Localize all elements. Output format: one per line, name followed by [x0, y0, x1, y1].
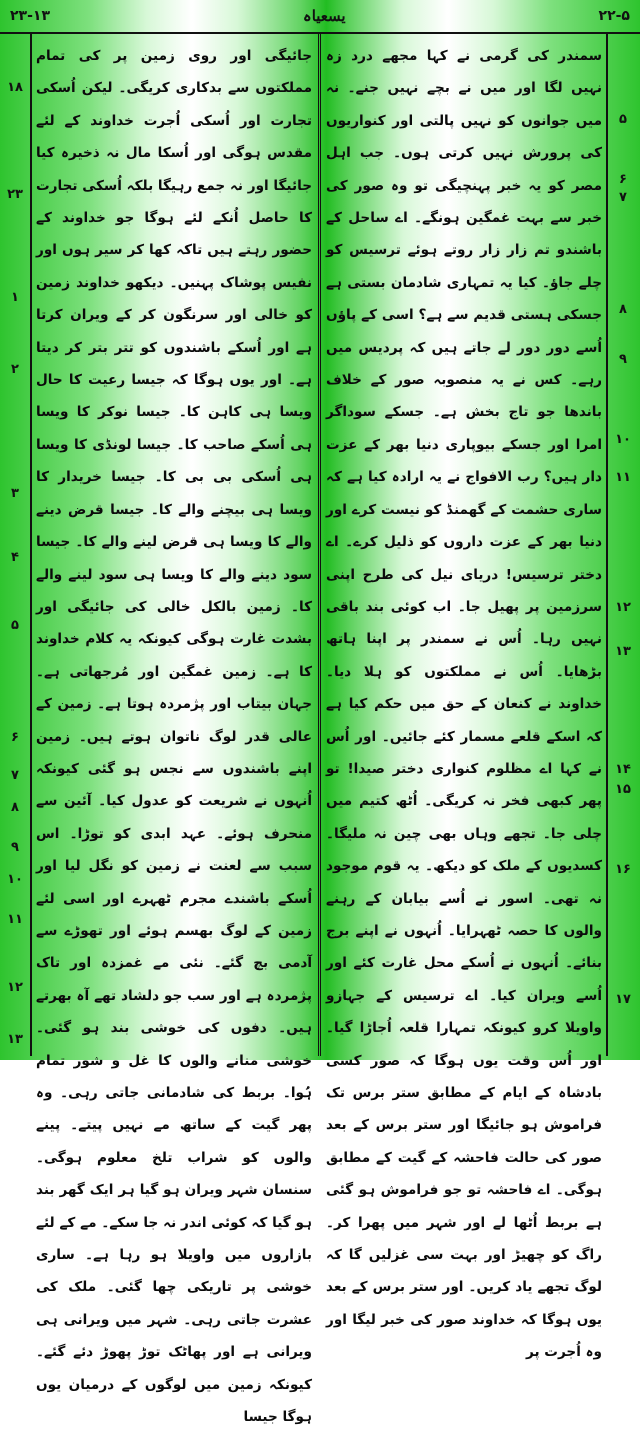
- verse-number: ۱۶: [615, 862, 631, 877]
- verse-number: ۲۳: [7, 187, 23, 202]
- verse-number: ۱: [11, 290, 19, 305]
- verse-number: ۲: [11, 362, 19, 377]
- book-title: یسعیاہ: [302, 7, 346, 25]
- verse-numbers-right: [610, 40, 636, 1050]
- chapter-verse-ref-right: ۲۲-۵: [598, 8, 630, 24]
- chapter-verse-ref-left: ۲۳-۱۳: [10, 8, 50, 24]
- verse-number: ۱۰: [7, 872, 23, 887]
- column-border-right: [606, 34, 608, 1056]
- verse-number: ۹: [619, 352, 627, 367]
- verse-number: ۹: [11, 840, 19, 855]
- page-header: [0, 0, 640, 34]
- verse-number: ۱۷: [615, 992, 631, 1007]
- verse-number: ۳: [11, 486, 19, 501]
- verse-number: ۶: [619, 172, 627, 187]
- verse-number: ۴: [11, 550, 19, 565]
- verse-number: ۱۸: [7, 80, 23, 95]
- column-divider: [318, 34, 321, 1056]
- column-border-left: [30, 34, 32, 1056]
- verse-number: ۷: [619, 190, 627, 205]
- text-column-right: [326, 40, 602, 1361]
- verse-number: ۸: [11, 800, 19, 815]
- verse-number: ۱۱: [7, 912, 23, 927]
- verse-number: ۵: [11, 618, 19, 633]
- verse-number: ۱۰: [615, 432, 631, 447]
- verse-number: ۱۱: [615, 470, 631, 485]
- verse-number: ۱۵: [615, 782, 631, 797]
- column-left-text: جائیگی اور روی زمین پر کی تمام مملکتوں سے بدکاری کریگی۔ لیکن اُسکی تجارت اور اُسکی اُجرت خداوند کے لئے مقدس ہوگی اور اُسکا مال نہ ذخیرہ کیا جائیگا اور نہ جمع رہیگا بلکہ اُسکی تجارت کا حاصل اُنکے لئے ہوگا جو خداوند کے حضور رہتے ہیں تاکہ کھا کر سیر ہوں اور نفیس پوشاک پہنیں۔ دیکھو خداوند زمین کو خالی اور سرنگون کر کے ویران کرتا ہے اور اُسکے باشندوں کو تتر بتر کر دیتا ہے۔ اور یوں ہوگا کہ جیسا رعیت کا حال ویسا ہی کاہن کا۔ جیسا نوکر کا ویسا ہی اُسکے صاحب کا۔ جیسا لونڈی کا ویسا ہی اُسکی بی بی کا۔ جیسا خریدار کا ویسا ہی بیچنے والے کا۔ جیسا قرض دینے والے کا ویسا ہی قرض لینے والے کا۔ جیسا سود دینے والے کا ویسا ہی سود لینے والے کا۔ زمین بالکل خالی کی جائیگی اور بشدت غارت ہوگی کیونکہ یہ کلام خداوند کا ہے۔ زمین غمگین اور مُرجھاتی ہے۔ جہان بیتاب اور پژمردہ ہوتا ہے۔ زمین کے عالی قدر لوگ ناتوان ہوتے ہیں۔ زمین اپنے باشندوں سے نجس ہو گئی کیونکہ اُنہوں نے شریعت کو عدول کیا۔ آئین سے منحرف ہوئے۔ عہد ابدی کو توڑا۔ اس سبب سے لعنت نے زمین کو نگل لیا اور اُسکے باشندے مجرم ٹھہرے اور اسی لئے زمین کے لوگ بھسم ہوئے اور تھوڑے سے آدمی بچ گئے۔ نئی مے غمزدہ اور تاک پژمردہ ہے اور سب جو دلشاد تھے آہ بھرتے ہیں۔ دفوں کی خوشی بند ہو گئی۔ خوشی منانے والوں کا غل و شور تمام ہُوا۔ بربط کی شادمانی جاتی رہی۔ وہ پھر گیت کے ساتھ مے نہیں پیتے۔ پینے والوں کو شراب تلخ معلوم ہوگی۔ سنسان شہر ویران ہو گیا ہر ایک گھر بند ہو گیا کہ کوئی اندر نہ جا سکے۔ مے کے لئے بازاروں میں واویلا ہو رہا ہے۔ ساری خوشی پر تاریکی چھا گئی۔ ملک کی عشرت جاتی رہی۔ شہر میں ویرانی ہی ویرانی ہے اور پھاٹک توڑ پھوڑ دئے گئے۔ کیونکہ زمین میں لوگوں کے درمیان یوں ہوگا جیسا: [36, 48, 312, 1426]
- verse-number: ۷: [11, 768, 19, 783]
- verse-number: ۱۳: [7, 1032, 23, 1047]
- verse-numbers-left: [2, 40, 28, 1050]
- verse-number: ۱۲: [615, 600, 631, 615]
- verse-number: ۵: [619, 112, 627, 127]
- verse-number: ۱۴: [615, 762, 631, 777]
- verse-number: ۶: [11, 730, 19, 745]
- verse-number: ۱۳: [615, 644, 631, 659]
- column-right-text: سمندر کی گرمی نے کہا مجھے درد زہ نہیں لگا اور میں نے بچے نہیں جنے۔ نہ میں جوانوں کو نہیں پالتی اور کنواریوں کی پرورش نہیں کرتی ہوں۔ جب اہل مصر کو یہ خبر پہنچیگی تو وہ صور کی خبر سے بہت غمگین ہونگے۔ اے ساحل کے باشندو تم زار زار روتے ہوئے ترسیس کو چلے جاؤ۔ کیا یہ تمہاری شادمان بستی ہے جسکی ہستی قدیم سے ہے؟ اسی کے پاؤں اُسے دور دور لے جاتے ہیں کہ پردیس میں رہے۔ کس نے یہ منصوبہ صور کے خلاف باندھا جو تاج بخش ہے۔ جسکے سوداگر امرا اور جسکے بیوپاری دنیا بھر کے عزت دار ہیں؟ رب الافواج نے یہ ارادہ کیا ہے کہ ساری حشمت کے گھمنڈ کو نیست کرے اور دنیا بھر کے عزت داروں کو ذلیل کرے۔ اے دختر ترسیس! دریای نیل کی طرح اپنی سرزمین پر پھیل جا۔ اب کوئی بند باقی نہیں رہا۔ اُس نے سمندر پر اپنا ہاتھ بڑھایا۔ اُس نے مملکتوں کو ہلا دیا۔ خداوند نے کنعان کے حق میں حکم کیا ہے کہ اسکے قلعے مسمار کئے جائیں۔ اور اُس نے کہا اے مظلوم کنواری دختر صیدا! تو پھر کبھی فخر نہ کریگی۔ اُٹھ کتیم میں چلی جا۔ تجھے وہاں بھی چین نہ ملیگا۔ کسدیوں کے ملک کو دیکھ۔ یہ قوم موجود نہ تھی۔ اسور نے اُسے بیابان کے رہنے والوں کا حصہ ٹھہرایا۔ اُنہوں نے اپنے برج بنائے۔ اُنہوں نے اُسکے محل غارت کئے اور اُسے ویران کیا۔ اے ترسیس کے جہازو واویلا کرو کیونکہ تمہارا قلعہ اُجاڑا گیا۔ اور اُس وقت یوں ہوگا کہ صور کسی بادشاہ کے ایام کے مطابق ستر برس تک فراموش ہو جائیگا اور ستر برس کے بعد صور کی حالت فاحشہ کے گیت کے مطابق ہوگی۔ اے فاحشہ تو جو فراموش ہو گئی ہے بربط اُٹھا لے اور شہر میں پھرا کر۔ راگ کو چھیڑ اور بہت سی غزلیں گا کہ لوگ تجھے یاد کریں۔ اور ستر برس کے بعد یوں ہوگا کہ خداوند صور کی خبر لیگا اور وہ اُجرت پر: [326, 48, 602, 1361]
- text-column-left: [36, 40, 312, 1426]
- verse-number: ۸: [619, 302, 627, 317]
- verse-number: ۱۲: [7, 980, 23, 995]
